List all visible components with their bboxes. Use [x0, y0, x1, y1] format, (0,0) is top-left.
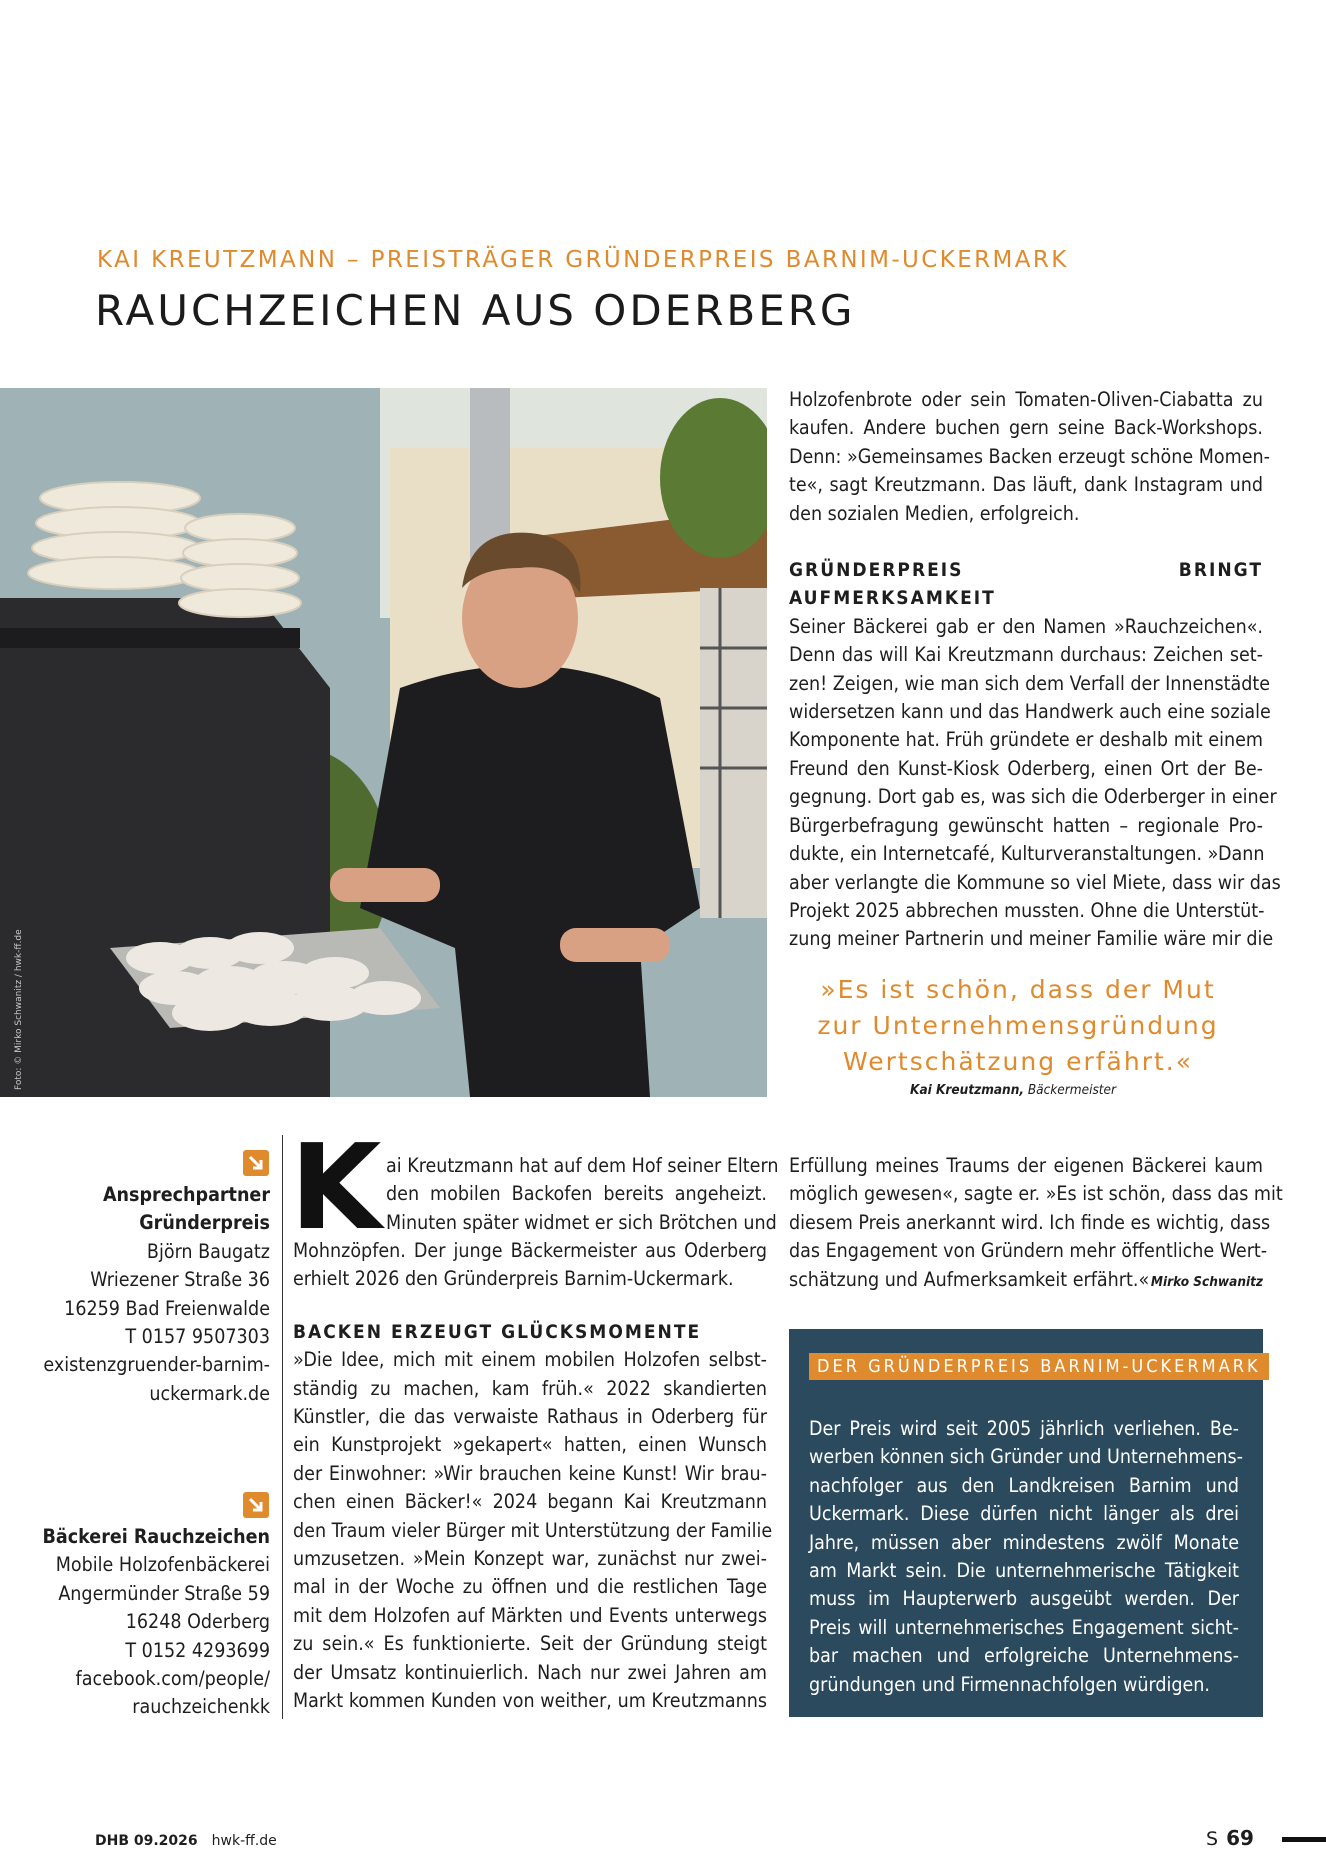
text-line: dukte, ein Internetcafé, Kulturveranstaltungen. »Dann: [789, 842, 1265, 866]
info-box: [789, 1329, 1263, 1717]
text-line: muss im Haupterwerb ausgeübt werden. Der: [809, 1587, 1239, 1611]
text-line: »Die Idee, mich mit einem mobilen Holzofen selbst-: [293, 1348, 767, 1372]
text-line: Markt kommen Kunden von weither, um Kreutzmanns: [293, 1689, 767, 1713]
text-line: kaufen. Andere buchen gern seine Back-Workshops.: [789, 416, 1263, 440]
pull-quote-line: Wertschätzung erfährt.«: [842, 1047, 1194, 1076]
text-line: nachfolger aus den Landkreisen Barnim und: [809, 1473, 1239, 1497]
text-line: am Markt sein. Die unternehmerische Tätigkeit: [809, 1559, 1239, 1583]
section-heading-gluecksmomente: BACKEN ERZEUGT GLÜCKSMOMENTE: [293, 1320, 702, 1343]
contact-website: facebook.com/people/: [75, 1667, 270, 1691]
contact-phone: T 0157 9507303: [125, 1325, 270, 1349]
text-line: Jahre, müssen aber mindestens zwölf Monate: [809, 1530, 1239, 1554]
text-line: mal in der Woche zu öffnen und die restlichen Tage: [293, 1575, 767, 1599]
text-line: Mohnzöpfen. Der junge Bäckermeister aus Oderberg: [293, 1239, 767, 1262]
text-line: Der Preis wird seit 2005 jährlich verliehen. Be-: [809, 1417, 1239, 1440]
text-line: möglich gewesen«, sagte er. »Es ist schön, dass das mit: [789, 1182, 1283, 1206]
contact-website: existenzgruender-barnim-: [43, 1353, 270, 1377]
text-line: bar machen und erfolgreiche Unternehmens-: [809, 1644, 1239, 1668]
contact-subtitle: Mobile Holzofenbäckerei: [55, 1553, 270, 1577]
text-line: ai Kreutzmann hat auf dem Hof seiner Eltern: [386, 1154, 779, 1177]
text-line: Seiner Bäckerei gab er den Namen »Rauchzeichen«.: [789, 614, 1263, 638]
arrow-down-right-icon: [243, 1150, 269, 1176]
page-number: [1206, 1826, 1254, 1850]
text-line: te«, sagt Kreutzmann. Das läuft, dank Instagram und: [789, 473, 1263, 497]
column-divider: [282, 1135, 283, 1719]
text-line: Komponente hat. Früh gründete er deshalb mit einem: [789, 728, 1263, 752]
text-line: gegnung. Dort gab es, was sich die Oderberger in einer: [789, 785, 1277, 809]
text-line: Freund den Kunst-Kiosk Oderberg, einen Ort der Be-: [789, 756, 1263, 780]
text-line: aber verlangte die Kommune so viel Miete, dass wir das: [789, 870, 1281, 894]
contact-city: 16259 Bad Freienwalde: [64, 1296, 270, 1320]
contact-city: 16248 Oderberg: [125, 1610, 270, 1634]
text-line: Denn: »Gemeinsames Backen erzeugt schöne Momen-: [789, 444, 1270, 468]
text-line: diesem Preis anerkannt wird. Ich finde es wichtig, dass: [789, 1210, 1271, 1234]
contact-website: uckermark.de: [149, 1381, 270, 1405]
photo-credit: Foto: © Mirko Schwanitz / hwk-ff.de: [14, 929, 24, 1090]
contact-name: Björn Baugatz: [146, 1239, 270, 1263]
contact-title: Bäckerei Rauchzeichen: [42, 1525, 270, 1548]
text-line: der Umsatz kontinuierlich. Nach nur zwei Jahren am: [293, 1660, 767, 1684]
pull-quote-line: »Es ist schön, dass der Mut: [820, 975, 1216, 1004]
text-line: umzusetzen. »Mein Konzept war, zunächst nur zwei-: [293, 1547, 767, 1571]
text-line: das Engagement von Gründern mehr öffentliche Wert-: [789, 1239, 1268, 1263]
article-headline: RAUCHZEICHEN AUS ODERBERG: [95, 286, 856, 335]
footer-rule: [1282, 1837, 1326, 1842]
contact-title: Gründerpreis: [139, 1211, 270, 1235]
contact-website: rauchzeichenkk: [132, 1695, 270, 1719]
page-prefix: S: [1206, 1828, 1219, 1850]
page-number-value: 69: [1226, 1826, 1254, 1850]
text-line: gründungen und Firmennachfolgen würdigen.: [809, 1672, 1210, 1696]
text-line: ein Kunstprojekt »gekapert« hatten, einen Wunsch: [293, 1433, 767, 1457]
text-line: zen! Zeigen, wie man sich dem Verfall der Innenstädte: [789, 671, 1271, 695]
baker-photo: [0, 388, 767, 1097]
text-line: mit dem Holzofen auf Märkten und Events unterwegs: [293, 1603, 767, 1627]
text-line: Uckermark. Diese dürfen nicht länger als drei: [809, 1502, 1239, 1526]
text-line: Denn das will Kai Kreutzmann durchaus: Zeichen set-: [789, 643, 1263, 667]
text-line: den mobilen Backofen bereits angeheizt.: [386, 1182, 767, 1206]
info-box-body: [809, 1415, 1243, 1699]
text-line: den Traum vieler Bürger mit Unterstützung der Familie: [293, 1518, 773, 1542]
contact-street: Angermünder Straße 59: [58, 1581, 270, 1605]
pull-quote: [778, 972, 1258, 1080]
contact-street: Wriezener Straße 36: [90, 1268, 270, 1292]
text-line: Holzofenbrote oder sein Tomaten-Oliven-Ciabatta zu: [789, 388, 1263, 411]
text-line: widersetzen kann und das Handwerk auch eine soziale: [789, 700, 1271, 724]
text-line: chen einen Bäcker!« 2024 begann Kai Kreutzmann: [293, 1490, 767, 1514]
pull-quote-author: Kai Kreutzmann,: [910, 1082, 1024, 1098]
right-column-top: [789, 386, 1281, 954]
footer-issue: [95, 1833, 277, 1849]
arrow-down-right-icon: [243, 1492, 269, 1518]
text-line: Preis will unternehmerisches Engagement sicht-: [809, 1615, 1239, 1639]
text-line: der Einwohner: »Wir brauchen keine Kunst! Wir brau-: [293, 1461, 767, 1485]
text-line: schätzung und Aufmerksamkeit erfährt.«: [789, 1267, 1150, 1291]
article-author: Mirko Schwanitz: [1150, 1273, 1263, 1290]
text-line: zu sein.« Es funktionierte. Seit der Gründung steigt: [293, 1632, 767, 1656]
pull-quote-line: zur Unternehmensgründung: [817, 1011, 1219, 1040]
text-line: Erfüllung meines Traums der eigenen Bäckerei kaum: [789, 1154, 1263, 1177]
right-top-paragraph: [789, 386, 1270, 528]
pull-quote-source: [778, 1082, 1116, 1098]
footer-website: hwk-ff.de: [211, 1833, 277, 1849]
contact-phone: T 0152 4293699: [125, 1638, 270, 1662]
drop-cap: K: [290, 1118, 382, 1256]
text-line: ständig zu machen, kam früh.« 2022 skandierten: [293, 1376, 767, 1400]
text-line: Künstler, die das verwaiste Rathaus in Oderberg für: [293, 1405, 767, 1429]
contact-gruenderpreis: [30, 1181, 270, 1408]
right-column-bottom: [789, 1152, 1283, 1294]
text-line: Minuten später widmet er sich Brötchen und: [386, 1210, 777, 1234]
issue-label: DHB 09.2026: [95, 1833, 198, 1849]
text-line: den sozialen Medien, erfolgreich.: [789, 501, 1080, 525]
text-line: erhielt 2026 den Gründerpreis Barnim-Uckermark.: [293, 1267, 734, 1291]
article-kicker: KAI KREUTZMANN – PREISTRÄGER GRÜNDERPREIS BARNIM-UCKERMARK: [97, 247, 1069, 273]
contact-baeckerei: [30, 1523, 270, 1722]
text-line: zung meiner Partnerin und meiner Familie wäre mir die: [789, 927, 1274, 951]
text-line: Projekt 2025 abbrechen mussten. Ohne die Unterstüt-: [789, 898, 1265, 922]
middle-column: [293, 1237, 773, 1716]
info-box-title: DER GRÜNDERPREIS BARNIM-UCKERMARK: [809, 1353, 1269, 1380]
text-line: werben können sich Gründer und Unternehmens-: [809, 1445, 1243, 1469]
pull-quote-role: Bäckermeister: [1027, 1082, 1116, 1098]
section-heading-aufmerksamkeit: GRÜNDERPREIS BRINGT AUFMERKSAMKEIT: [789, 559, 1263, 610]
text-line: Bürgerbefragung gewünscht hatten – regionale Pro-: [789, 813, 1263, 837]
intro-indented: [386, 1152, 779, 1237]
right-top-paragraph-2: [789, 613, 1281, 954]
contact-title: Ansprechpartner: [102, 1183, 270, 1206]
